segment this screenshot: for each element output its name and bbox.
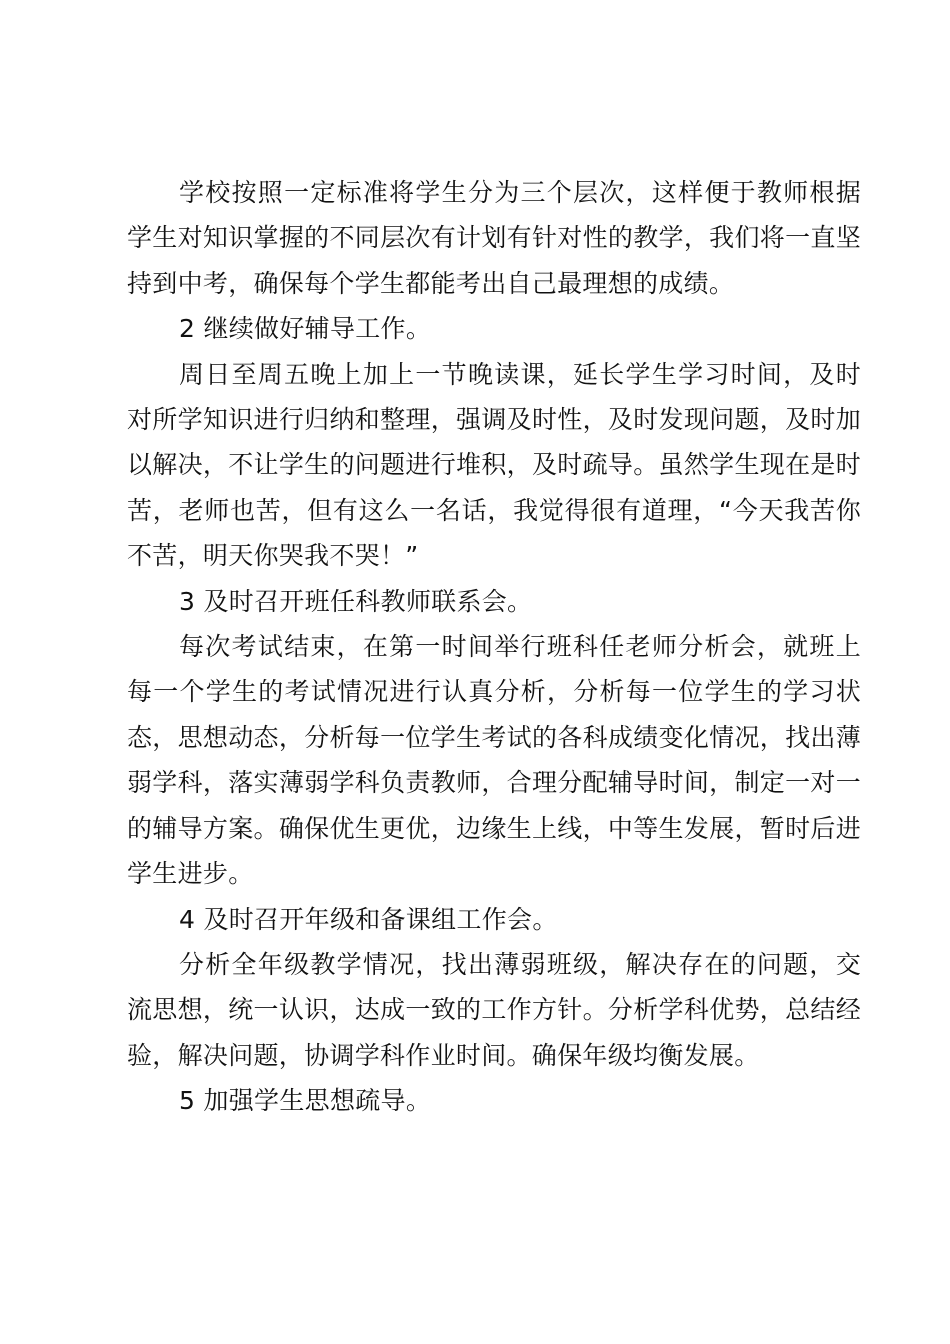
heading-teacher-meeting: 3 及时召开班任科教师联系会。 bbox=[179, 586, 533, 616]
heading-tutoring-work: 2 继续做好辅导工作。 bbox=[179, 314, 432, 344]
paragraph-exam-analysis: 每次考试结束，在第一时间举行班科任老师分析会，就班上每一个学生的考试情况进行认真分析，分析每一位学生的学习状态，思想动态，分析每一位学生考试的各科成绩变化情况，找出薄弱学科，落实薄弱学科负责教师，合理分配辅导时间，制定一对一的辅导方案。确保优生更优，边缘生上线，中等生发展，暂时后进学生进步。 bbox=[127, 632, 861, 889]
document-body bbox=[127, 170, 861, 1124]
paragraph-evening-reading: 周日至周五晚上加上一节晚读课，延长学生学习时间，及时对所学知识进行归纳和整理，强调及时性，及时发现问题，及时加以解决，不让学生的问题进行堆积，及时疏导。虽然学生现在是时苦，老师也苦，但有这么一名话，我觉得很有道理，“今天我苦你不苦，明天你哭我不哭！” bbox=[127, 359, 861, 571]
paragraph-grade-analysis: 分析全年级教学情况，找出薄弱班级，解决存在的问题，交流思想，统一认识，达成一致的工作方针。分析学科优势，总结经验，解决问题，协调学科作业时间。确保年级均衡发展。 bbox=[127, 949, 861, 1070]
paragraph-tiered-teaching: 学校按照一定标准将学生分为三个层次，这样便于教师根据学生对知识掌握的不同层次有计划有针对性的教学，我们将一直坚持到中考，确保每个学生都能考出自己最理想的成绩。 bbox=[127, 178, 861, 298]
heading-student-guidance: 5 加强学生思想疏导。 bbox=[179, 1086, 432, 1116]
heading-grade-meeting: 4 及时召开年级和备课组工作会。 bbox=[179, 904, 558, 934]
